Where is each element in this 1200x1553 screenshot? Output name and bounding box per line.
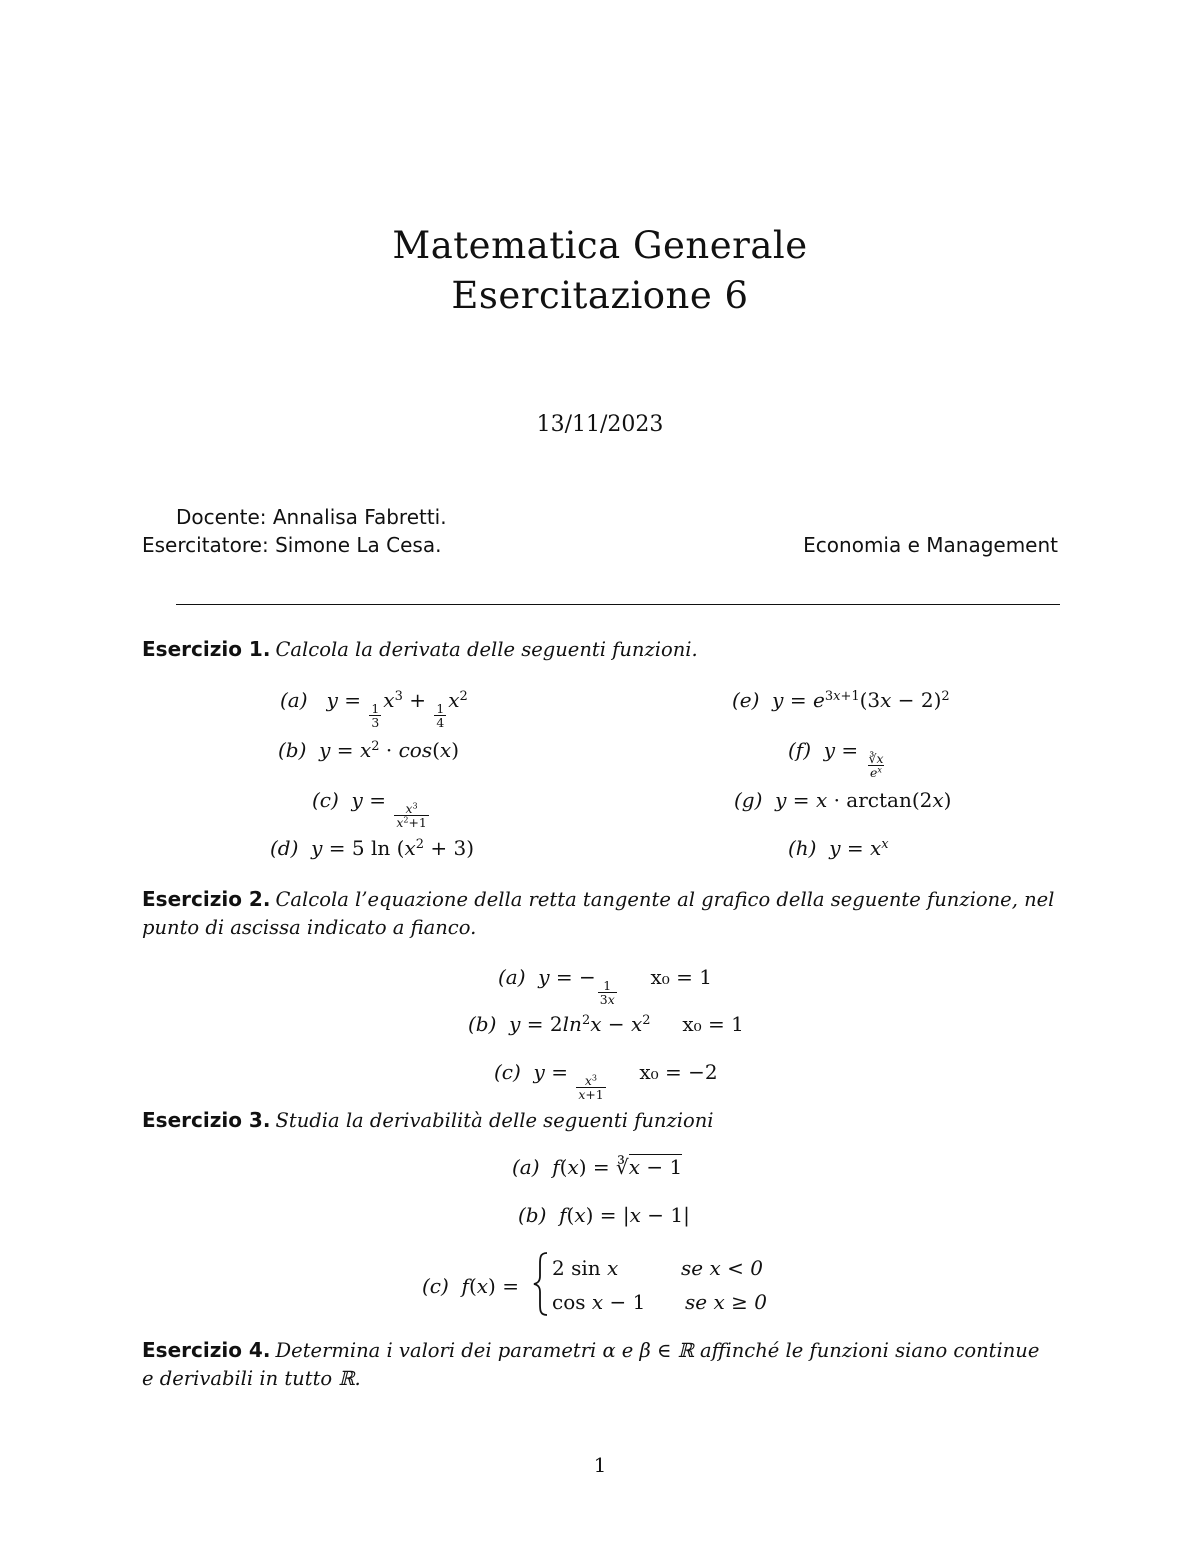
ex1-item-g: (g) y = x · arctan(2x) bbox=[734, 788, 952, 812]
esercitatore-name: Simone La Cesa. bbox=[275, 533, 442, 557]
exercise-2-text-line1: Calcola l’equazione della retta tangente al grafico della seguente funzione, nel bbox=[275, 888, 1055, 911]
exercise-3-statement bbox=[142, 1108, 714, 1132]
exercise-1-heading: Esercizio 1. bbox=[142, 637, 271, 661]
exercise-4-text-line1: Determina i valori dei parametri α e β ∈ ℝ affinché le funzioni siano continue bbox=[275, 1339, 1040, 1362]
exercise-4-heading: Esercizio 4. bbox=[142, 1338, 271, 1362]
exercise-1-text: Calcola la derivata delle seguenti funzioni. bbox=[275, 638, 698, 661]
docente-label: Docente: bbox=[176, 505, 267, 529]
ex1-item-h: (h) $y = x^x$ bbox=[788, 836, 889, 860]
ex2-item-c: (c) y = $\frac{x^3}{x+1}$ x₀ = −2 bbox=[494, 1060, 718, 1102]
ex2-item-b: (b) $y = 2\ln^2x - x^2$ x₀ = 1 bbox=[468, 1012, 744, 1036]
exercise-2-heading: Esercizio 2. bbox=[142, 887, 271, 911]
ex3-case-1: 2 sin x bbox=[552, 1256, 619, 1280]
horizontal-rule bbox=[176, 604, 1060, 605]
date: 13/11/2023 bbox=[536, 412, 664, 437]
ex3-item-c-lhs: (c) f(x) = bbox=[422, 1274, 519, 1298]
ex1-item-b: (b) $y = x^2 \cdot \cos(x)$ bbox=[278, 738, 459, 762]
esercitatore-label: Esercitatore: bbox=[142, 533, 269, 557]
ex2-point-a: x₀ = 1 bbox=[650, 965, 712, 989]
esercitatore-line bbox=[142, 533, 441, 557]
ex3-case-2-cond: se x ≥ 0 bbox=[685, 1290, 767, 1314]
title-line-1: Matematica Generale bbox=[392, 224, 808, 267]
ex1-item-f: (f) y = $\frac{∛x}{e^x}$ bbox=[788, 738, 884, 780]
ex1-item-e: (e) $y = e^{3x+1}(3x - 2)^2$ bbox=[732, 688, 950, 712]
exercise-3-heading: Esercizio 3. bbox=[142, 1108, 271, 1132]
ex1-item-c: (c) y = $\frac{x^3}{x^2+1}$ bbox=[312, 788, 427, 830]
ex3-item-b: (b) f(x) = |x − 1| bbox=[518, 1203, 690, 1227]
docente-name: Annalisa Fabretti. bbox=[272, 505, 447, 529]
ex2-point-c: x₀ = −2 bbox=[639, 1060, 718, 1084]
exercise-2-text-line2: punto di ascissa indicato a fianco. bbox=[142, 916, 477, 939]
page-number: 1 bbox=[593, 1453, 607, 1477]
ex3-case-1-cond: se x < 0 bbox=[681, 1256, 763, 1280]
exercise-1-statement bbox=[142, 637, 698, 661]
ex1-item-d: (d) y = 5 $\ln (x^2 + 3)$ bbox=[270, 836, 475, 860]
title-line-2: Esercitazione 6 bbox=[451, 274, 749, 317]
exercise-3-text: Studia la derivabilità delle seguenti funzioni bbox=[275, 1109, 714, 1132]
left-brace bbox=[532, 1252, 550, 1316]
exercise-4-statement bbox=[142, 1338, 1039, 1362]
exercise-2-statement bbox=[142, 887, 1054, 911]
ex2-item-a: (a) y = − $\frac{1}{3x}$ x₀ = 1 bbox=[498, 965, 712, 1007]
ex1-item-a: (a) y = $\frac{1}{3}$ $x^3$ + $\frac{1}{4}$ $x^2$ bbox=[280, 688, 468, 730]
department: Economia e Management bbox=[803, 533, 1058, 557]
ex2-point-b: x₀ = 1 bbox=[682, 1012, 744, 1036]
ex3-case-2: cos x − 1 bbox=[552, 1290, 646, 1314]
exercise-4-text-line2: e derivabili in tutto ℝ. bbox=[142, 1367, 361, 1390]
docente-line bbox=[176, 505, 447, 529]
ex3-item-a: (a) f(x) = ∛x − 1 bbox=[512, 1155, 683, 1179]
